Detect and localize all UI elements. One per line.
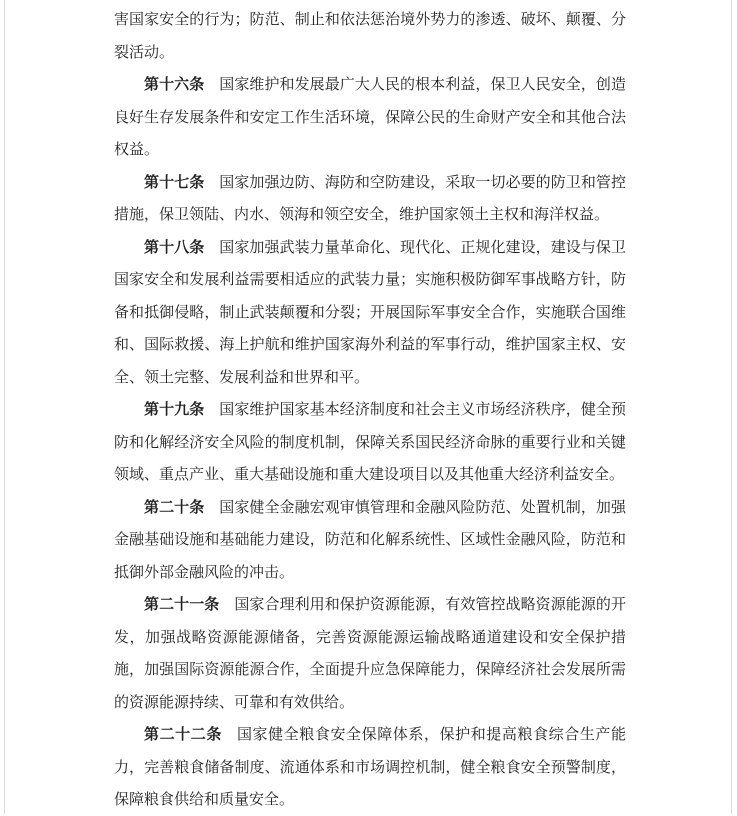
article-text: 国家合理利用和保护资源能源，有效管控战略资源能源的开发，加强战略资源能源储备，完善资源能源运输战略通道建设和安全保护措施，加强国际资源能源合作，全面提升应急保障能力，保障经济社会发展所需的资源能源持续、可靠和有效供给。: [114, 595, 626, 711]
article-22: [114, 718, 626, 816]
article-text: 国家维护国家基本经济制度和社会主义市场经济秩序，健全预防和化解经济安全风险的制度机制，保障关系国民经济命脉的重要行业和关键领域、重点产业、重大基础设施和重大建设项目以及其他重大经济利益安全。: [114, 400, 626, 483]
article-text: 国家健全粮食安全保障体系，保护和提高粮食综合生产能力，完善粮食储备制度、流通体系和市场调控机制，健全粮食安全预警制度，保障粮食供给和质量安全。: [114, 725, 626, 808]
article-number: 第十七条: [144, 172, 205, 191]
page-right-border: [731, 0, 732, 814]
article-number: 第十六条: [144, 75, 205, 93]
article-number: 第十八条: [144, 237, 205, 256]
article-number: 第二十条: [144, 497, 205, 516]
article-number: 第十九条: [144, 400, 205, 418]
article-17: [114, 166, 626, 231]
page-left-border: [4, 0, 5, 814]
article-number: 第二十一条: [144, 595, 220, 613]
continued-text: 害国家安全的行为；防范、制止和依法惩治境外势力的渗透、破坏、颠覆、分裂活动。: [114, 10, 626, 61]
article-text: 国家加强边防、海防和空防建设，采取一切必要的防卫和管控措施，保卫领陆、内水、领海和领空安全，维护国家领土主权和海洋权益。: [114, 172, 626, 223]
article-number: 第二十二条: [144, 725, 222, 743]
article-18: [114, 231, 626, 394]
article-text: 国家加强武装力量革命化、现代化、正规化建设，建设与保卫国家安全和发展利益需要相适应的武装力量；实施积极防御军事战略方针，防备和抵御侵略，制止武装颠覆和分裂；开展国际军事安全合作，实施联合国维和、国际救援、海上护航和维护国家海外利益的军事行动，维护国家主权、安全、领土完整、发展利益和世界和平。: [114, 237, 626, 386]
article-text: 国家维护和发展最广大人民的根本利益，保卫人民安全，创造良好生存发展条件和安定工作生活环境，保障公民的生命财产安全和其他合法权益。: [114, 75, 626, 158]
article-20: [114, 491, 626, 589]
article-text: 国家健全金融宏观审慎管理和金融风险防范、处置机制，加强金融基础设施和基础能力建设，防范和化解系统性、区域性金融风险，防范和抵御外部金融风险的冲击。: [114, 497, 626, 581]
continued-paragraph: [114, 3, 626, 68]
article-16: [114, 68, 626, 166]
document-body: [114, 3, 626, 816]
article-19: [114, 393, 626, 491]
article-21: [114, 588, 626, 718]
